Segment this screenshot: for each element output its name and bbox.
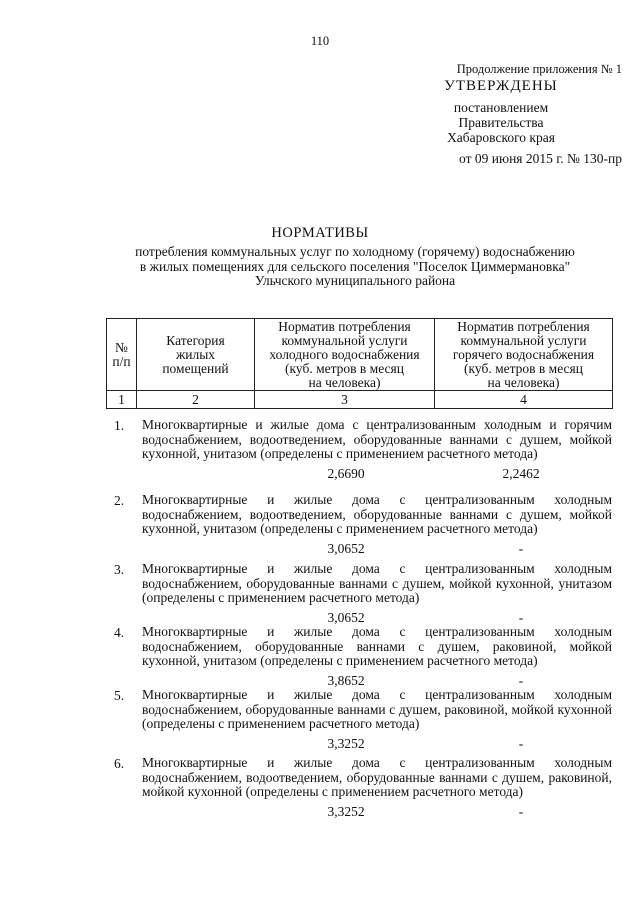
norm-entry — [106, 418, 612, 482]
hot-water-norm: - — [518, 803, 524, 819]
subtitle-line: Ульчского муниципального района — [254, 273, 456, 288]
entry-description: Многоквартирные и жилые дома с централизованным холодным водоснабжением, оборудованные ваннами с душем, мойкой кухонной, унитазом (определены с применением расчетного метода) — [142, 561, 612, 605]
subtitle-line: в жилых помещениях для сельского поселения "Поселок Циммермановка" — [139, 258, 571, 274]
entry-description: Многоквартирные и жилые дома с централизованным холодным и горячим водоснабжением, водоотведением, оборудованные ваннами с душем, мойкой кухонной, унитазом (определены с применением расчетного метода) — [142, 417, 612, 461]
entry-number: 6. — [114, 756, 125, 771]
norm-entry — [106, 688, 612, 752]
cold-water-norm: 2,6690 — [327, 465, 365, 481]
entry-description: Многоквартирные и жилые дома с централизованным холодным водоснабжением, водоотведением, оборудованные ваннами с душем, мойкой кухонной, унитазом (определены с применением расчетного метода) — [142, 492, 612, 536]
page-number: 110 — [310, 34, 330, 48]
norms-header-table — [106, 318, 613, 409]
hot-water-norm: 2,2462 — [502, 465, 540, 481]
approval-line-1: постановлением — [453, 100, 549, 115]
entry-number: 3. — [114, 562, 125, 577]
norm-entry — [106, 562, 612, 626]
entry-description: Многоквартирные и жилые дома с централизованным холодным водоснабжением, оборудованные ваннами с душем, раковиной, мойкой кухонной, унитазом (определены с применением расчетного метода) — [142, 624, 612, 668]
entry-description: Многоквартирные и жилые дома с централизованным холодным водоснабжением, оборудованные ваннами с душем, раковиной, мойкой кухонной (определены с применением расчетного метода) — [142, 687, 612, 731]
hot-water-norm: - — [518, 609, 524, 625]
approval-line-2: Правительства — [458, 115, 544, 130]
column-number: 4 — [435, 391, 613, 409]
entry-number: 4. — [114, 625, 125, 640]
column-number: 2 — [137, 391, 255, 409]
column-number-row — [107, 391, 613, 409]
entry-number: 5. — [114, 688, 125, 703]
entry-description: Многоквартирные и жилые дома с централизованным холодным водоснабжением, водоотведением, оборудованные ваннами с душем, раковиной, мойкой кухонной (определены с применением расчетного метода) — [142, 755, 612, 799]
entry-number: 2. — [114, 493, 125, 508]
hot-water-norm: - — [518, 735, 524, 751]
header-cell-cold-water: Норматив потребления коммунальной услуги холодного водоснабжения (куб. метров в месяц на человека) — [255, 319, 435, 391]
document-title: НОРМАТИВЫ — [271, 225, 369, 241]
approved-heading: УТВЕРЖДЕНЫ — [444, 78, 558, 94]
header-cell-number: № п/п — [107, 319, 137, 391]
subtitle-line: потребления коммунальных услуг по холодному (горячему) водоснабжению — [135, 244, 575, 259]
approval-date: от 09 июня 2015 г. № 130-пр — [459, 151, 622, 166]
header-row — [107, 319, 613, 391]
hot-water-norm: - — [518, 672, 524, 688]
cold-water-norm: 3,0652 — [327, 540, 365, 556]
entry-number: 1. — [114, 418, 125, 433]
norm-entry — [106, 493, 612, 557]
document-subtitle — [100, 245, 610, 289]
cold-water-norm: 3,3252 — [327, 735, 365, 751]
header-cell-category: Категория жилых помещений — [137, 319, 255, 391]
column-number: 3 — [255, 391, 435, 409]
norm-entry — [106, 625, 612, 689]
hot-water-norm: - — [518, 540, 524, 556]
cold-water-norm: 3,0652 — [327, 609, 365, 625]
continuation-note: Продолжение приложения № 1 — [456, 62, 622, 76]
norm-entry — [106, 756, 612, 820]
approval-block — [380, 62, 622, 166]
approval-line-3: Хабаровского края — [447, 130, 555, 145]
cold-water-norm: 3,3252 — [327, 803, 365, 819]
column-number: 1 — [107, 391, 137, 409]
header-cell-hot-water: Норматив потребления коммунальной услуги горячего водоснабжения (куб. метров в месяц на человека) — [435, 319, 613, 391]
cold-water-norm: 3,8652 — [327, 672, 365, 688]
